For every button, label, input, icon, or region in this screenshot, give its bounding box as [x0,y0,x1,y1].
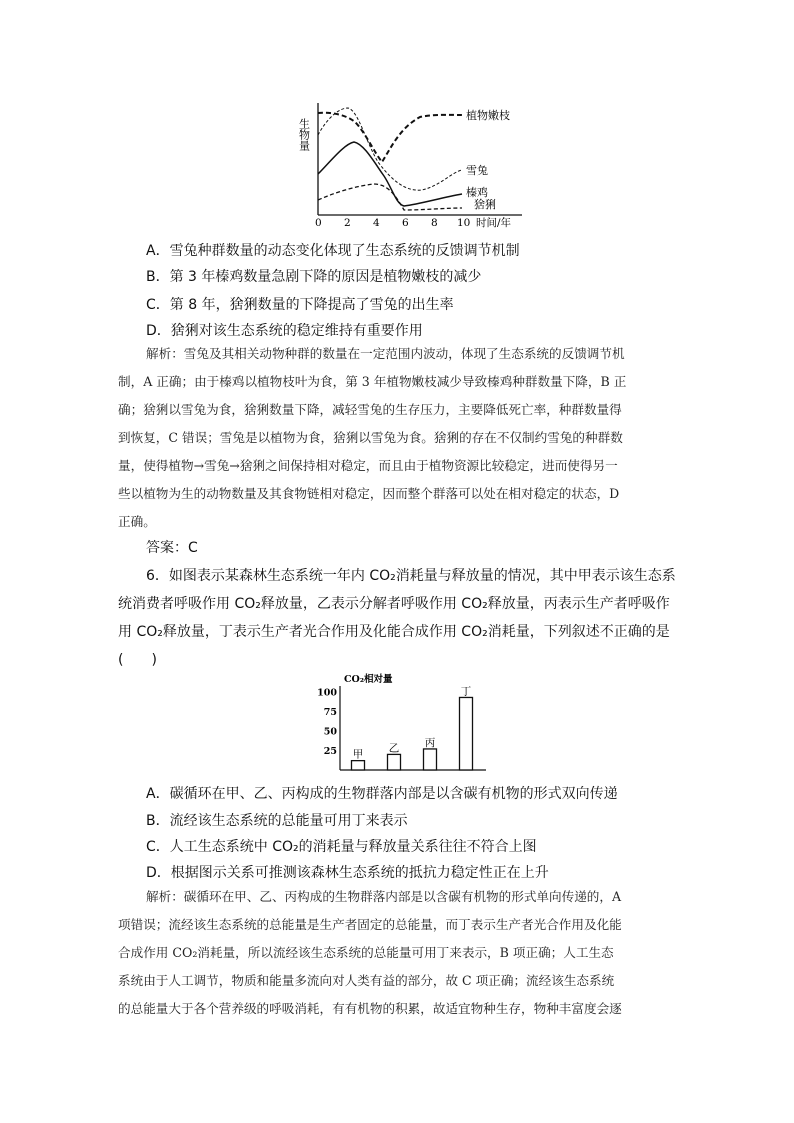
analysis-line: 解析：雪兔及其相关动物种群的数量在一定范围内波动，体现了生态系统的反馈调节机 [146,346,625,361]
q6-stem-line: 统消费者呼吸作用 CO₂释放量，乙表示分解者呼吸作用 CO₂释放量，丙表示生产者呼吸作 [118,596,670,612]
fig1-legend-label: 雪兔 [466,164,488,177]
fig1-legend-label: 榛鸡 [466,186,488,199]
analysis-line: 确；猞猁以雪兔为食，猞猁数量下降，减轻雪兔的生存压力，主要降低死亡率，种群数量得 [118,402,622,417]
analysis-line: 些以植物为生的动物数量及其食物链相对稳定，因而整个群落可以处在相对稳定的状态，D [118,486,620,501]
q6-stem-line: 用 CO₂释放量，丁表示生产者光合作用及化能合成作用 CO₂消耗量，下列叙述不正确的是 [118,624,670,640]
chart-bar-label: 乙 [388,742,400,755]
analysis-line: 的总能量大于各个营养级的呼吸消耗，有有机物的积累，故适宜物种生存，物种丰富度会逐 [118,1001,622,1016]
population-chart [297,100,525,232]
chart-bar [352,761,365,770]
fig1-x-label: 时间/年 [476,217,512,229]
q5-option-a: A．雪兔种群数量的动态变化体现了生态系统的反馈调节机制 [146,243,520,259]
chart-y-tick: 50 [323,726,337,738]
analysis-line: 制，A 正确；由于榛鸡以植物枝叶为食，第 3 年植物嫩枝减少导致榛鸡种群数量下降，B 正 [118,374,627,389]
q5-answer: 答案：C [146,540,198,556]
q6-stem-line: ( ) [118,652,157,668]
series-plant-shoots-line [318,113,462,162]
fig1-x-tick: 6 [402,217,409,229]
chart-y-label: CO₂相对量 [344,674,393,685]
fig1-y-label: 生物量 [297,118,311,151]
analysis-line: 量，使得植物→雪兔→猞猁之间保持相对稳定，而且由于植物资源比较稳定，进而使得另一 [118,458,618,473]
chart-bar [460,697,473,770]
q6-stem-line: 6．如图表示某森林生态系统一年内 CO₂消耗量与释放量的情况，其中甲表示该生态系 [146,568,676,584]
chart-bar-label: 甲 [352,748,364,761]
fig1-x-tick: 10 [457,217,471,229]
fig1-x-tick: 0 [315,217,322,229]
analysis-line: 解析：碳循环在甲、乙、丙构成的生物群落内部是以含碳有机物的形式单向传递的，A [146,889,622,904]
co2-bar-chart [316,672,491,778]
q6-option-d: D．根据图示关系可推测该森林生态系统的抵抗力稳定性正在上升 [146,865,549,881]
fig1-legend-label: 植物嫩枝 [466,109,510,122]
chart-bar [388,754,401,770]
analysis-line: 到恢复，C 错误；雪兔是以植物为食，猞猁以雪兔为食。猞猁的存在不仅制约雪兔的种群数 [118,430,623,445]
q6-option-b: B．流经该生态系统的总能量可用丁来表示 [146,813,408,829]
q6-option-c: C．人工生态系统中 CO₂的消耗量与释放量关系往往不符合上图 [146,839,537,855]
q6-stem [118,562,688,674]
series-hare-line [318,108,462,190]
q5-option-d: D．猞猁对该生态系统的稳定维持有重要作用 [146,323,423,339]
analysis-line: 合成作用 CO₂消耗量，所以流经该生态系统的总能量可用丁来表示，B 项正确；人工生态 [118,945,614,960]
analysis-line: 正确。 [118,514,156,529]
series-grouse-line [318,142,462,206]
q5-analysis [118,340,688,536]
q6-analysis [118,883,688,1023]
q5-option-c: C．第 8 年，猞猁数量的下降提高了雪兔的出生率 [146,297,454,313]
q6-option-a: A．碳循环在甲、乙、丙构成的生物群落内部是以含碳有机物的形式双向传递 [146,786,618,802]
chart-bar [424,749,437,770]
chart-y-tick: 75 [323,707,337,718]
fig1-legend-label: 猞猁 [474,198,496,211]
fig1-x-tick: 4 [373,217,380,229]
chart-bar-label: 丙 [424,736,436,749]
q5-option-b: B．第 3 年榛鸡数量急剧下降的原因是植物嫩枝的减少 [146,269,482,285]
analysis-line: 项错误；流经该生态系统的总能量是生产者固定的总能量，而丁表示生产者光合作用及化能 [118,917,622,932]
chart-y-tick: 100 [317,687,337,699]
fig1-x-tick: 8 [431,217,438,229]
chart-bar-label: 丁 [460,685,472,698]
analysis-line: 系统由于人工调节，物质和能量多流向对人类有益的部分，故 C 项正确；流经该生态系统 [118,973,615,988]
chart-y-tick: 25 [323,746,337,757]
fig1-x-tick: 2 [344,217,351,229]
